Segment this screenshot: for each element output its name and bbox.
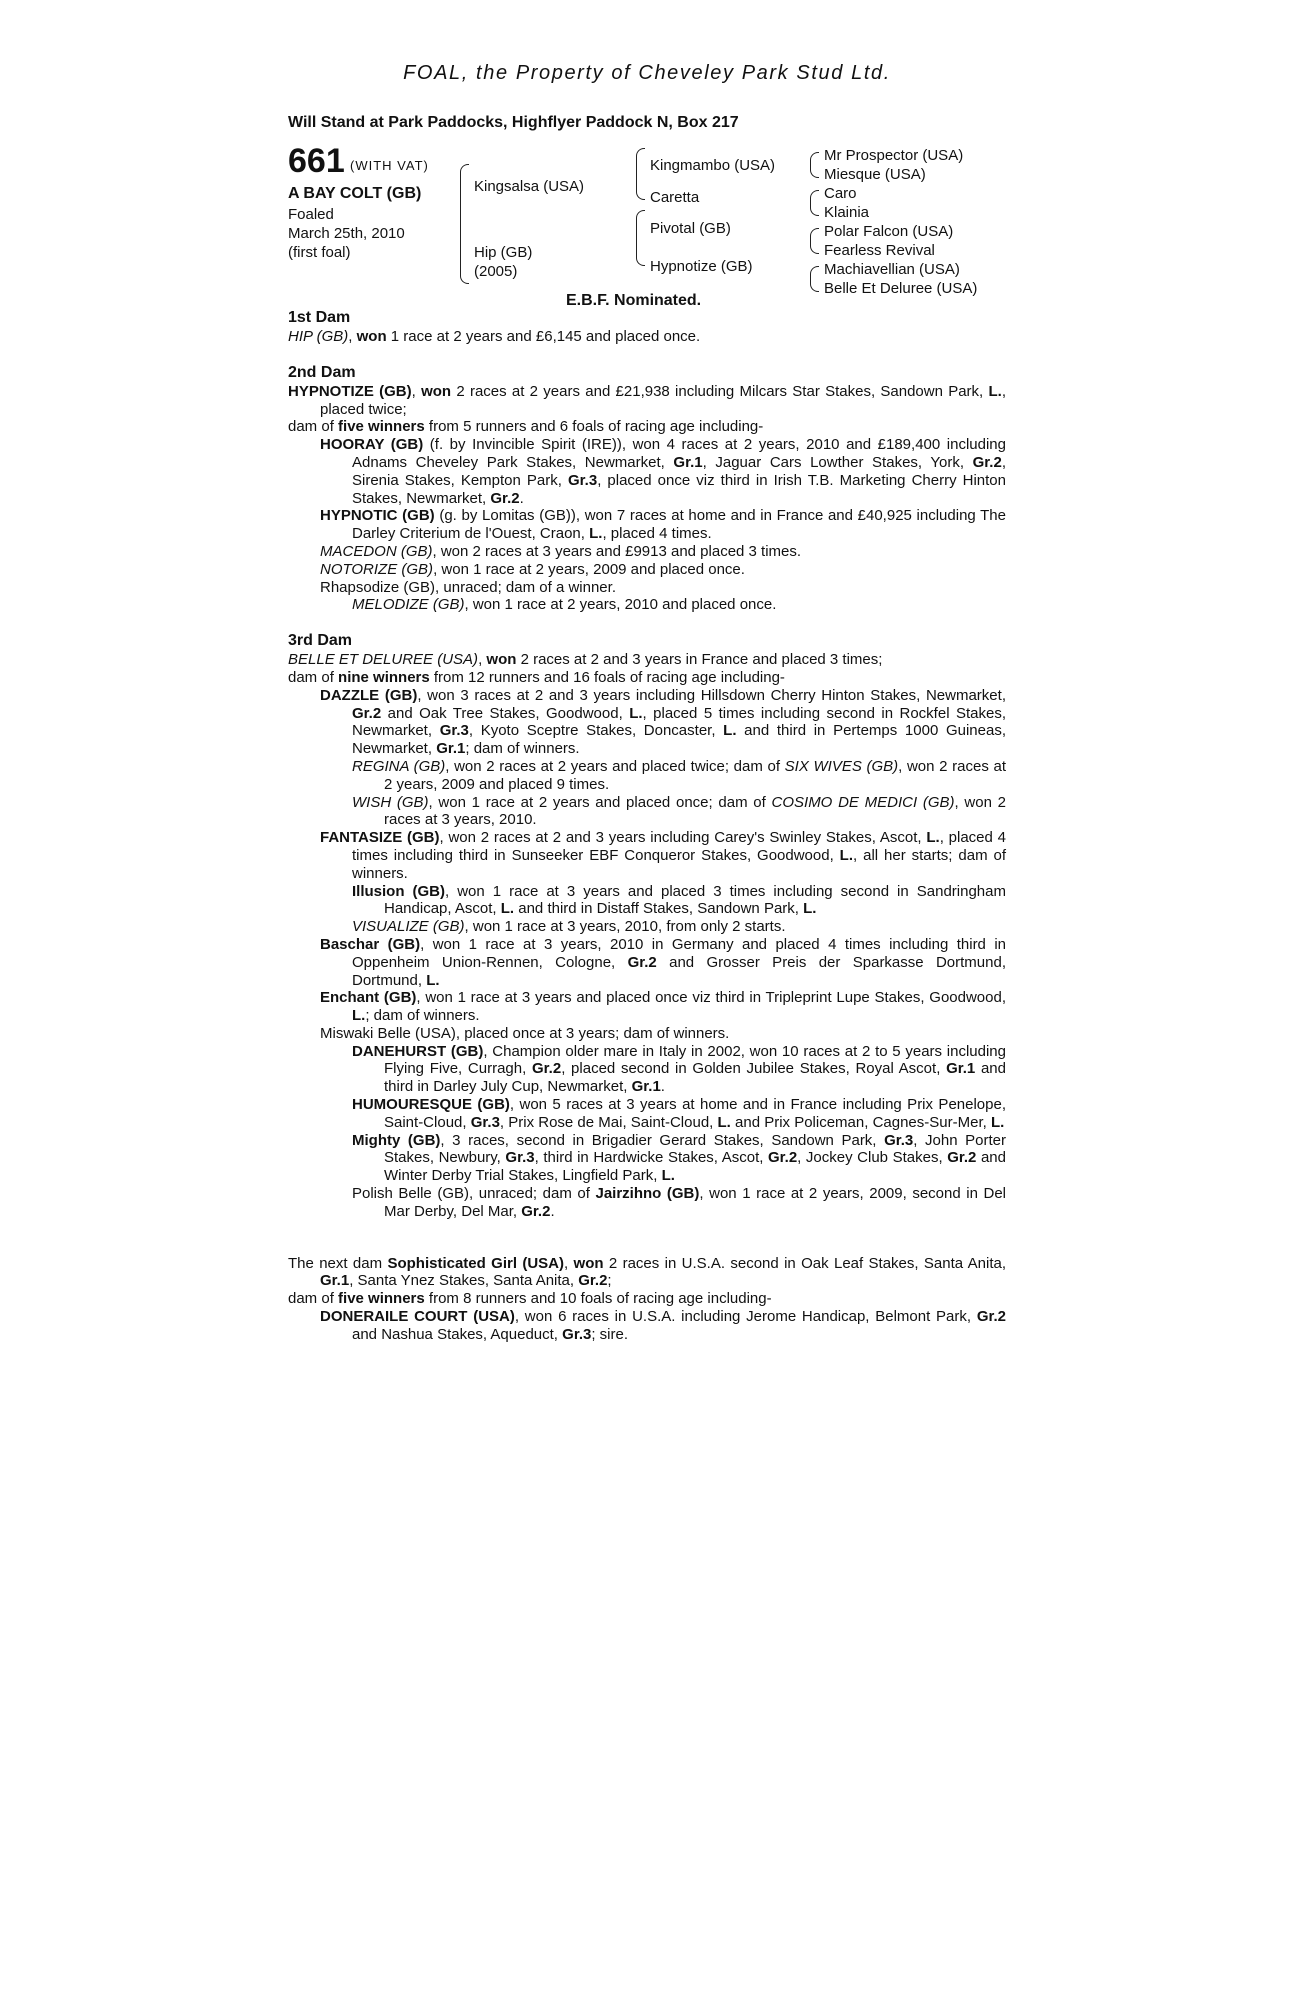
record-line: FANTASIZE (GB), won 2 races at 2 and 3 years including Carey's Swinley Stakes, Ascot, L., placed 4 times including third in Sunseeker EBF Conqueror Stakes, Goodwood, L., all her starts; dam of winners.	[320, 829, 1006, 882]
page-header: FOAL, the Property of Cheveley Park Stud Ltd.	[403, 62, 891, 84]
record-line: Miswaki Belle (USA), placed once at 3 years; dam of winners.	[320, 1024, 730, 1042]
dam-name: Hip (GB)	[474, 244, 533, 261]
record-line: dam of nine winners from 12 runners and 16 foals of racing age including-	[288, 668, 785, 686]
record-line: MACEDON (GB), won 2 races at 3 years and £9913 and placed 3 times.	[320, 542, 802, 560]
first-dam-lines	[288, 328, 1006, 346]
record-line: NOTORIZE (GB), won 1 race at 2 years, 2009 and placed once.	[320, 560, 745, 578]
dam-year: (2005)	[474, 263, 518, 280]
dam-dam: Hypnotize (GB)	[650, 258, 753, 275]
next-dam-section	[288, 1255, 1006, 1344]
record-line: Polish Belle (GB), unraced; dam of Jairzihno (GB), won 1 race at 2 years, 2009, second in Del Mar Derby, Del Mar, Gr.2.	[352, 1185, 1007, 1220]
third-dam-heading: 3rd Dam	[288, 632, 353, 650]
record-line: Rhapsodize (GB), unraced; dam of a winner.	[320, 578, 616, 596]
dam-sire: Pivotal (GB)	[650, 220, 731, 237]
record-line: HUMOURESQUE (GB), won 5 races at 3 years at home and in France including Prix Penelope, Saint-Cloud, Gr.3, Prix Rose de Mai, Saint-Cloud, L. and Prix Policeman, Cagnes-Sur-Mer, L.	[352, 1096, 1006, 1131]
record-line: MELODIZE (GB), won 1 race at 2 years, 2010 and placed once.	[352, 596, 777, 614]
record-line: DONERAILE COURT (USA), won 6 races in U.S.A. including Jerome Handicap, Belmont Park, Gr.2 and Nashua Stakes, Aqueduct, Gr.3; sire.	[320, 1308, 1006, 1343]
sire-brace	[636, 148, 645, 200]
vat-note: (WITH VAT)	[350, 158, 429, 173]
second-dam-heading: 2nd Dam	[288, 363, 356, 381]
gen3-brace-3	[810, 228, 819, 254]
record-line: HYPNOTIC (GB) (g. by Lomitas (GB)), won 7 races at home and in France and £40,925 including The Darley Criterium de l'Ouest, Craon, L., placed 4 times.	[320, 507, 1006, 543]
sire-dam: Caretta	[650, 189, 700, 206]
foaled-info	[288, 205, 405, 262]
record-line: HIP (GB), won 1 race at 2 years and £6,145 and placed once.	[288, 328, 701, 345]
gen3-name-7: Machiavellian (USA)	[824, 261, 960, 278]
sire-name: Kingsalsa (USA)	[474, 178, 585, 195]
gen3-brace-1	[810, 152, 819, 178]
gen3-name-6: Fearless Revival	[824, 242, 935, 259]
horse-name: A BAY COLT (GB)	[288, 185, 422, 202]
record-line: The next dam Sophisticated Girl (USA), won 2 races in U.S.A. second in Oak Leaf Stakes, Santa Anita, Gr.1, Santa Ynez Stakes, Santa Anita, Gr.2;	[288, 1254, 1006, 1290]
next-dam-lines	[288, 1255, 1006, 1344]
record-line: Illusion (GB), won 1 race at 3 years and placed 3 times including second in Sandringham Handicap, Ascot, L. and third in Distaff Stakes, Sandown Park, L.	[352, 882, 1006, 918]
record-line: HYPNOTIZE (GB), won 2 races at 2 years and £21,938 including Milcars Star Stakes, Sandown Park, L., placed twice;	[288, 382, 1007, 418]
gen3-name-5: Polar Falcon (USA)	[824, 223, 954, 240]
record-line: dam of five winners from 5 runners and 6 foals of racing age including-	[288, 418, 764, 436]
ebf-nominated: E.B.F. Nominated.	[566, 292, 702, 309]
sire-sire: Kingmambo (USA)	[650, 157, 776, 174]
third-dam-section	[288, 631, 1006, 1221]
first-dam-heading: 1st Dam	[288, 309, 351, 326]
dam-brace	[636, 210, 645, 266]
stand-line: Will Stand at Park Paddocks, Highflyer Paddock N, Box 217	[288, 114, 739, 131]
gen3-name-1: Mr Prospector (USA)	[824, 147, 964, 164]
record-line: DAZZLE (GB), won 3 races at 2 and 3 years including Hillsdown Cherry Hinton Stakes, Newmarket, Gr.2 and Oak Tree Stakes, Goodwood, L., placed 5 times including second in Rockfel Stakes, Newmarket, Gr.3, Kyoto Sceptre Stakes, Doncaster, L. and third in Pertemps 1000 Guineas, Newmarket, Gr.1; dam of winners.	[320, 686, 1006, 758]
gen3-name-4: Klainia	[824, 204, 870, 221]
record-line: REGINA (GB), won 2 races at 2 years and placed twice; dam of SIX WIVES (GB), won 2 races at 2 years, 2009 and placed 9 times.	[352, 757, 1006, 793]
second-dam-section	[288, 363, 1006, 614]
record-line: DANEHURST (GB), Champion older mare in Italy in 2002, won 10 races at 2 to 5 years including Flying Five, Curragh, Gr.2, placed second in Golden Jubilee Stakes, Royal Ascot, Gr.1 and third in Darley July Cup, Newmarket, Gr.1.	[352, 1042, 1006, 1096]
gen3-name-8: Belle Et Deluree (USA)	[824, 280, 978, 297]
record-line: WISH (GB), won 1 race at 2 years and placed once; dam of COSIMO DE MEDICI (GB), won 2 races at 3 years, 2010.	[352, 793, 1006, 829]
foaled-date: March 25th, 2010	[288, 225, 405, 242]
first-dam-section	[288, 308, 1006, 346]
gen3-brace-4	[810, 266, 819, 292]
gen3-brace-2	[810, 190, 819, 216]
foaled-label: Foaled	[288, 206, 334, 223]
produce-record	[288, 308, 1006, 1344]
pedigree-table	[288, 142, 1006, 297]
record-line: Enchant (GB), won 1 race at 3 years and placed once viz third in Tripleprint Lupe Stakes, Goodwood, L.; dam of winners.	[320, 989, 1006, 1025]
record-line: dam of five winners from 8 runners and 10 foals of racing age including-	[288, 1290, 772, 1308]
record-line: BELLE ET DELUREE (USA), won 2 races at 2 and 3 years in France and placed 3 times;	[288, 651, 883, 669]
record-line: HOORAY (GB) (f. by Invincible Spirit (IRE)), won 4 races at 2 years, 2010 and £189,400 including Adnams Cheveley Park Stakes, Newmarket, Gr.1, Jaguar Cars Lowther Stakes, York, Gr.2, Sirenia Stakes, Kempton Park, Gr.3, placed once viz third in Irish T.B. Marketing Cherry Hinton Stakes, Newmarket, Gr.2.	[320, 436, 1006, 507]
pedigree-brace	[460, 164, 469, 284]
lot-number: 661	[288, 142, 345, 180]
record-line: Mighty (GB), 3 races, second in Brigadier Gerard Stakes, Sandown Park, Gr.3, John Porter Stakes, Newbury, Gr.3, third in Hardwicke Stakes, Ascot, Gr.2, Jockey Club Stakes, Gr.2 and Winter Derby Trial Stakes, Lingfield Park, L.	[352, 1131, 1006, 1185]
record-line: Baschar (GB), won 1 race at 3 years, 2010 in Germany and placed 4 times including third in Oppenheim Union-Rennen, Cologne, Gr.2 and Grosser Preis der Sparkasse Dortmund, Dortmund, L.	[320, 935, 1006, 989]
record-line: VISUALIZE (GB), won 1 race at 3 years, 2010, from only 2 starts.	[352, 918, 786, 936]
third-dam-lines	[288, 651, 1006, 1221]
gen3-name-3: Caro	[824, 185, 857, 202]
gen3-name-2: Miesque (USA)	[824, 166, 926, 183]
second-dam-lines	[288, 383, 1006, 614]
first-foal-note: (first foal)	[288, 244, 351, 261]
